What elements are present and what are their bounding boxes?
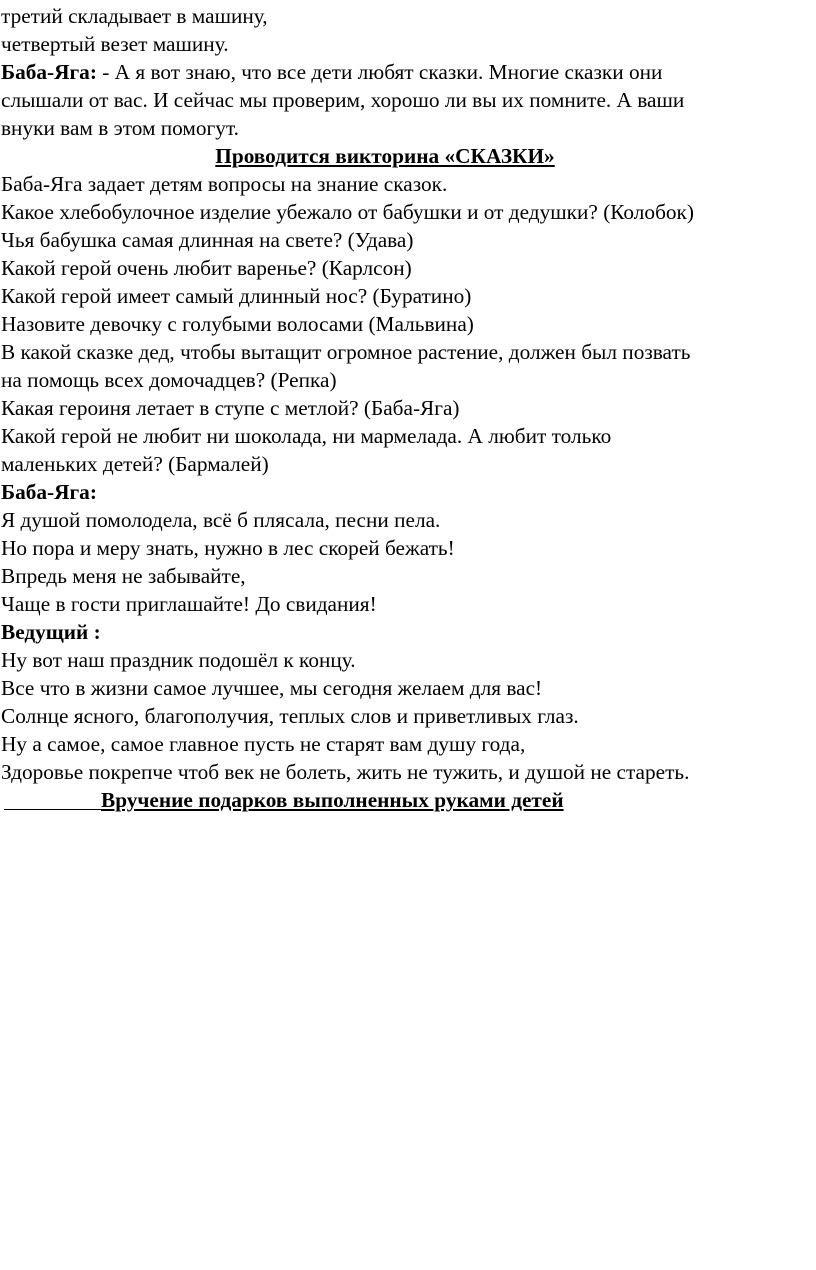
speech-text: - А я вот знаю, что все дети любят сказки. Многие сказки они: [96, 60, 663, 84]
quiz-line: Какая героиня летает в ступе с метлой? (Баба-Яга): [1, 396, 460, 420]
baba-intro-line: [1, 58, 662, 86]
baba-intro-line: внуки вам в этом помогут.: [1, 116, 239, 140]
quiz-line: Какой герой имеет самый длинный нос? (Буратино): [1, 284, 472, 308]
intro-line: третий складывает в машину,: [1, 4, 268, 28]
quiz-heading: Проводится викторина «СКАЗКИ»: [215, 144, 555, 168]
quiz-line: Какое хлебобулочное изделие убежало от бабушки и от дедушки? (Колобок): [1, 200, 695, 224]
speaker-label: Ведущий :: [1, 620, 101, 644]
quiz-line: В какой сказке дед, чтобы вытащит огромное растение, должен был позвать: [1, 340, 691, 364]
quiz-line: Чья бабушка самая длинная на свете? (Удава): [1, 228, 414, 252]
verse-line: Я душой помолодела, всё б плясала, песни пела.: [1, 508, 441, 532]
intro-line: четвертый везет машину.: [1, 32, 229, 56]
host-line: Ну вот наш праздник подошёл к концу.: [1, 648, 356, 672]
speaker-label: Баба-Яга:: [1, 60, 97, 84]
host-line: Ну а самое, самое главное пусть не старят вам душу года,: [1, 732, 526, 756]
underline-spacer: [4, 787, 101, 810]
quiz-line: на помощь всех домочадцев? (Репка): [1, 368, 337, 392]
closing-heading: Вручение подарков выполненных руками детей: [101, 788, 564, 812]
quiz-line: маленьких детей? (Бармалей): [1, 452, 269, 476]
quiz-line: Какой герой очень любит варенье? (Карлсон): [1, 256, 412, 280]
baba-intro-line: слышали от вас. И сейчас мы проверим, хорошо ли вы их помните. А ваши: [1, 88, 685, 112]
speaker-label: Баба-Яга:: [1, 480, 97, 504]
host-line: Солнце ясного, благополучия, теплых слов и приветливых глаз.: [1, 704, 579, 728]
verse-line: Чаще в гости приглашайте! До свидания!: [1, 592, 377, 616]
quiz-line: Баба-Яга задает детям вопросы на знание сказок.: [1, 172, 448, 196]
verse-line: Но пора и меру знать, нужно в лес скорей бежать!: [1, 536, 455, 560]
host-line: Все что в жизни самое лучшее, мы сегодня желаем для вас!: [1, 676, 543, 700]
quiz-line: Назовите девочку с голубыми волосами (Мальвина): [1, 312, 474, 336]
quiz-line: Какой герой не любит ни шоколада, ни мармелада. А любит только: [1, 424, 612, 448]
verse-line: Впредь меня не забывайте,: [1, 564, 246, 588]
host-line: Здоровье покрепче чтоб век не болеть, жить не тужить, и душой не стареть.: [1, 760, 690, 784]
closing-heading-row: [4, 786, 564, 814]
